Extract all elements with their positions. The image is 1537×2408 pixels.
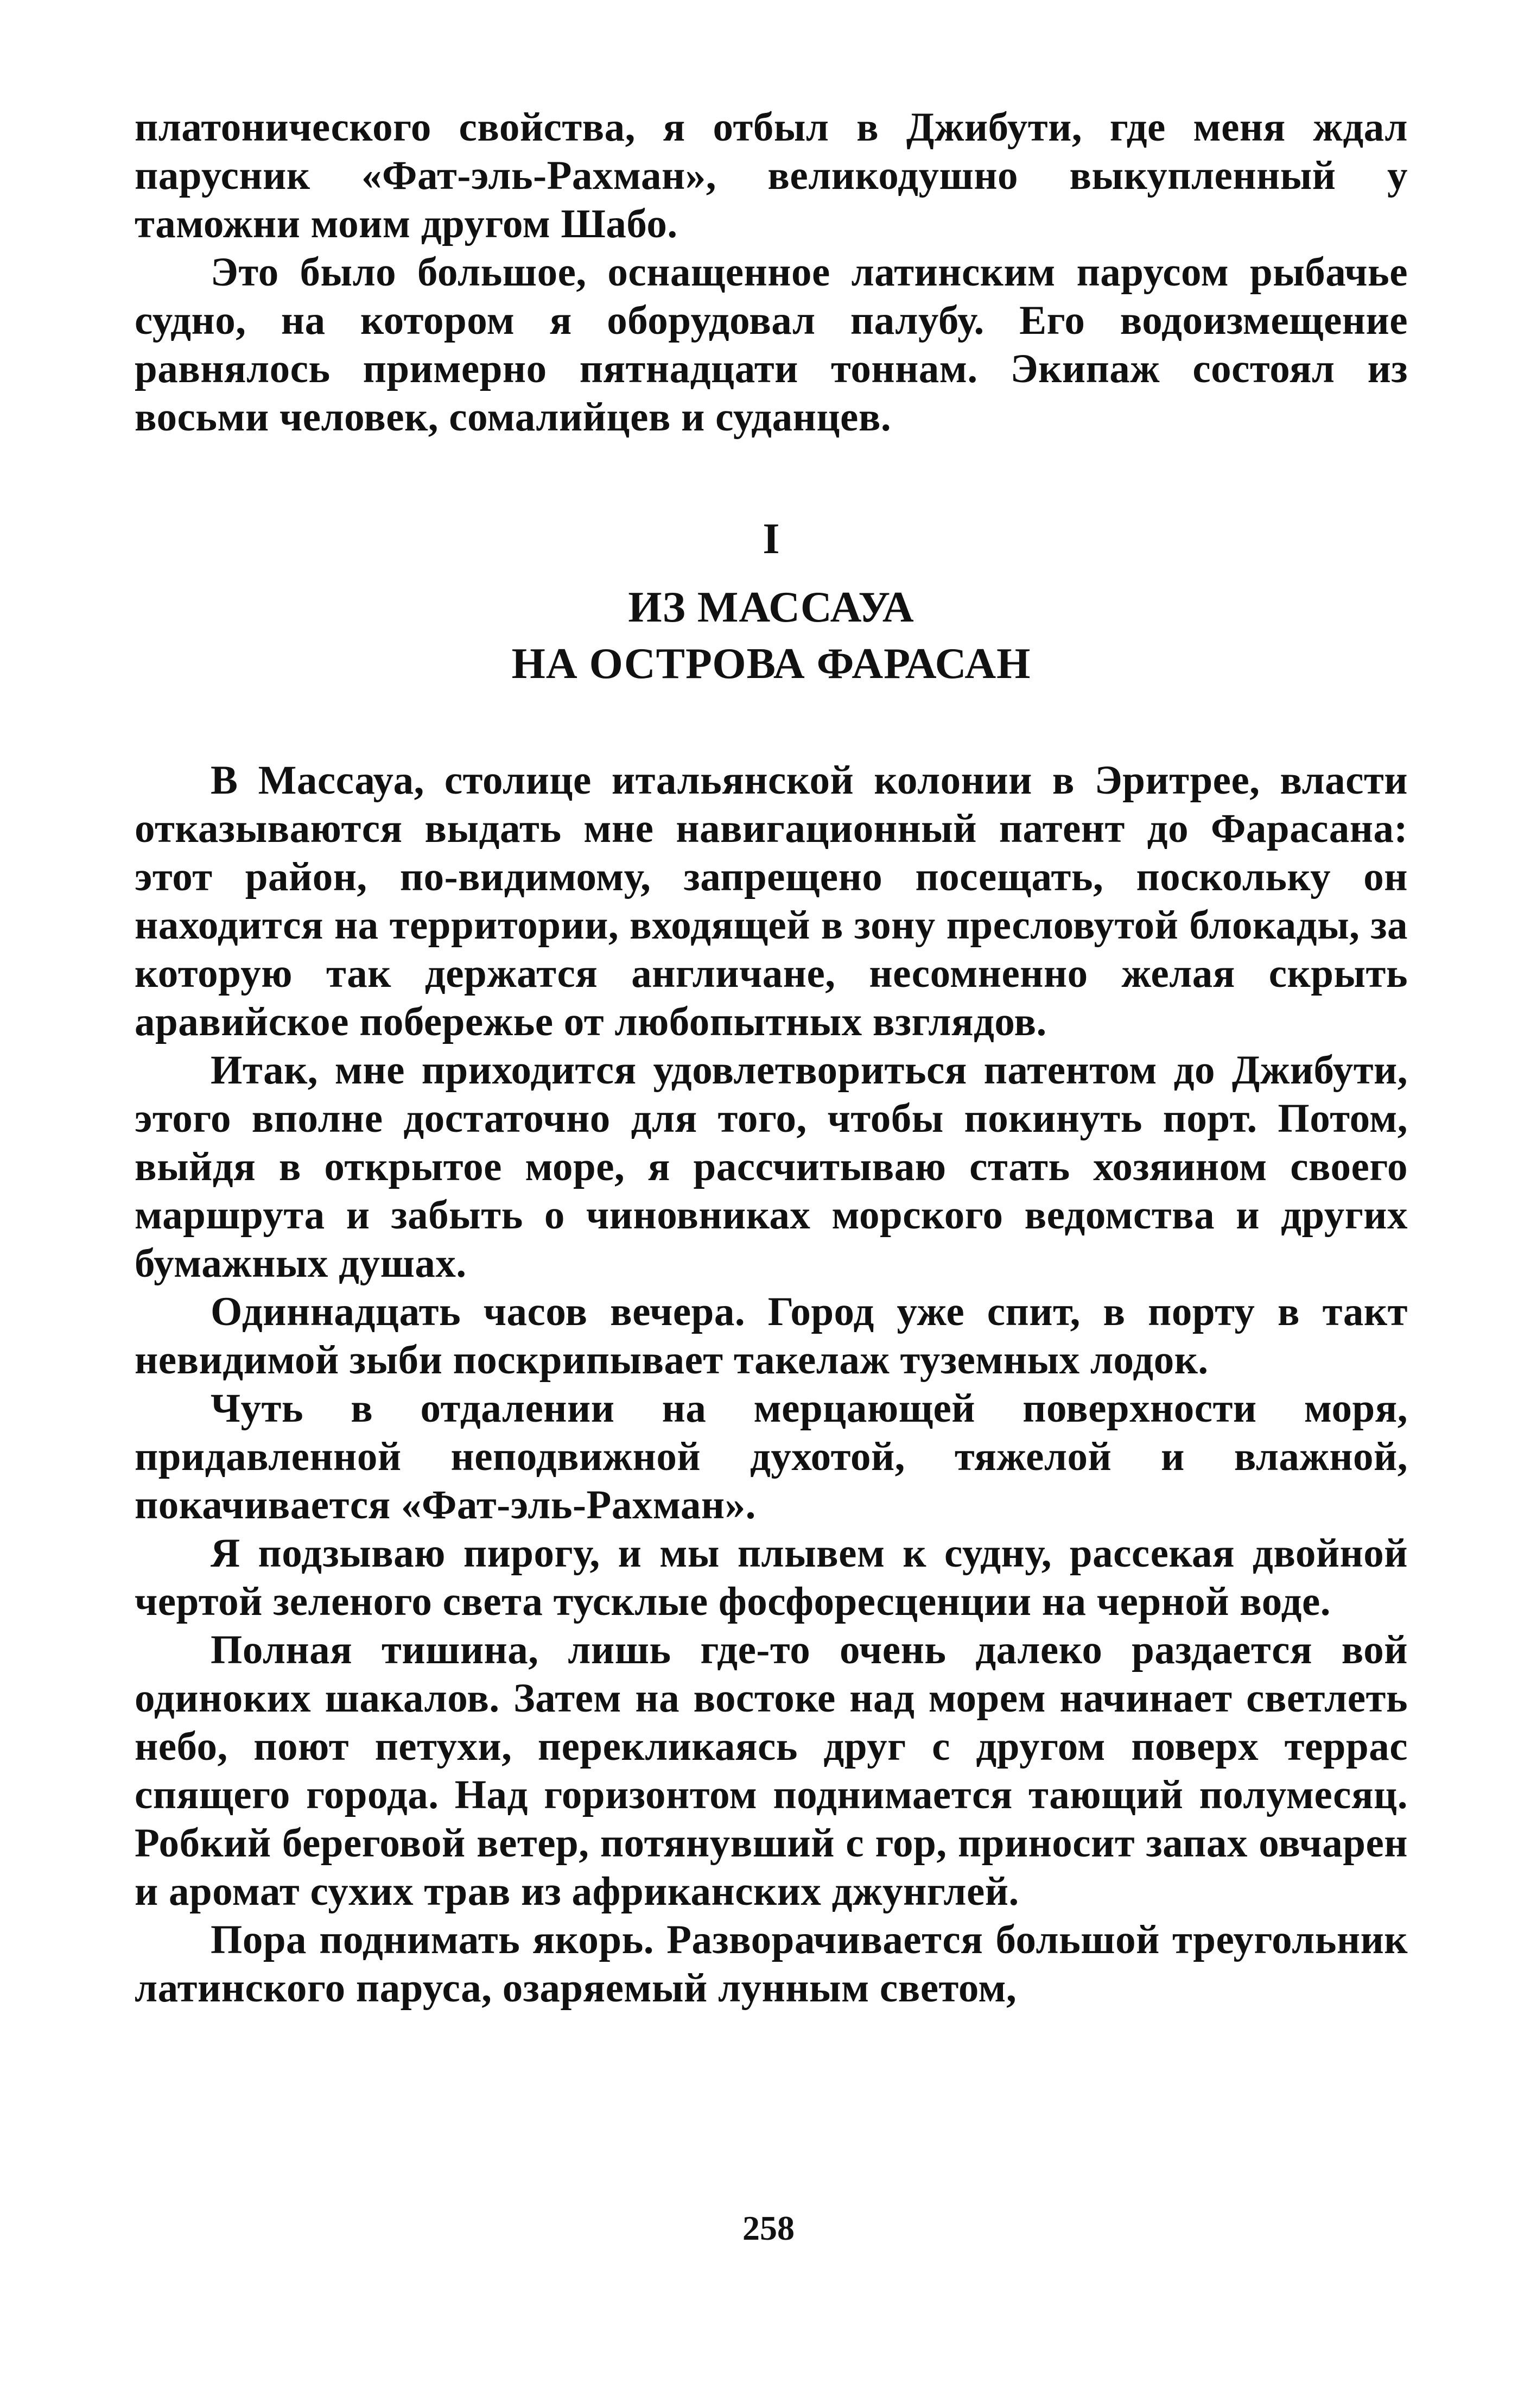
paragraph: Одиннадцать часов вечера. Город уже спит, в порту в такт невидимой зыби поскрипывает такелаж туземных лодок. xyxy=(135,1289,1408,1383)
paragraph: Чуть в отдалении на мерцающей поверхности моря, придавленной неподвижной духотой, тяжелой и влажной, покачивается «Фат-эль-Рахман». xyxy=(135,1386,1408,1528)
paragraph: Это было большое, оснащенное латинским парусом рыбачье судно, на котором я оборудовал палубу. Его водоизмещение равнялось примерно пятнадцати тоннам. Экипаж состоял из восьми человек, сомалийцев и суданцев. xyxy=(135,250,1408,440)
chapter-title-line: ИЗ МАССАУА xyxy=(628,584,914,631)
chapter-title xyxy=(135,579,1408,692)
chapter-number: I xyxy=(763,515,780,563)
paragraph: Пора поднимать якорь. Разворачивается большой треугольник латинского паруса, озаряемый лунным светом, xyxy=(135,1917,1408,2011)
book-page xyxy=(135,103,1408,2012)
paragraph: Итак, мне приходится удовлетвориться патентом до Джибути, этого вполне достаточно для того, чтобы покинуть порт. Потом, выйдя в открытое море, я рассчитываю стать хозяином своего маршрута и забыть о чиновниках морского ведомства и других бумажных душах. xyxy=(135,1048,1408,1286)
paragraph: Полная тишина, лишь где-то очень далеко раздается вой одиноких шакалов. Затем на востоке над морем начинает светлеть небо, поют петухи, перекликаясь друг с другом поверх террас спящего города. Над горизонтом поднимается тающий полумесяц. Робкий береговой ветер, потянувший с гор, приносит запах овчарен и аромат сухих трав из африканских джунглей. xyxy=(135,1627,1408,1914)
paragraph: Я подзываю пирогу, и мы плывем к судну, рассекая двойной чертой зеленого света тусклые фосфоресценции на черной воде. xyxy=(135,1531,1408,1624)
page-number: 258 xyxy=(742,2209,795,2247)
paragraph: В Массауа, столице итальянской колонии в Эритрее, власти отказываются выдать мне навигационный патент до Фарасана: этот район, по-видимому, запрещено посещать, поскольку он находится на территории, входящей в зону пресловутой блокады, за которую так держатся англичане, несомненно желая скрыть аравийское побережье от любопытных взглядов. xyxy=(135,758,1408,1044)
paragraph: платонического свойства, я отбыл в Джибути, где меня ждал парусник «Фат-эль-Рахман», великодушно выкупленный у таможни моим другом Шабо. xyxy=(135,105,1408,246)
chapter-title-line: НА ОСТРОВА ФАРАСАН xyxy=(511,640,1031,688)
